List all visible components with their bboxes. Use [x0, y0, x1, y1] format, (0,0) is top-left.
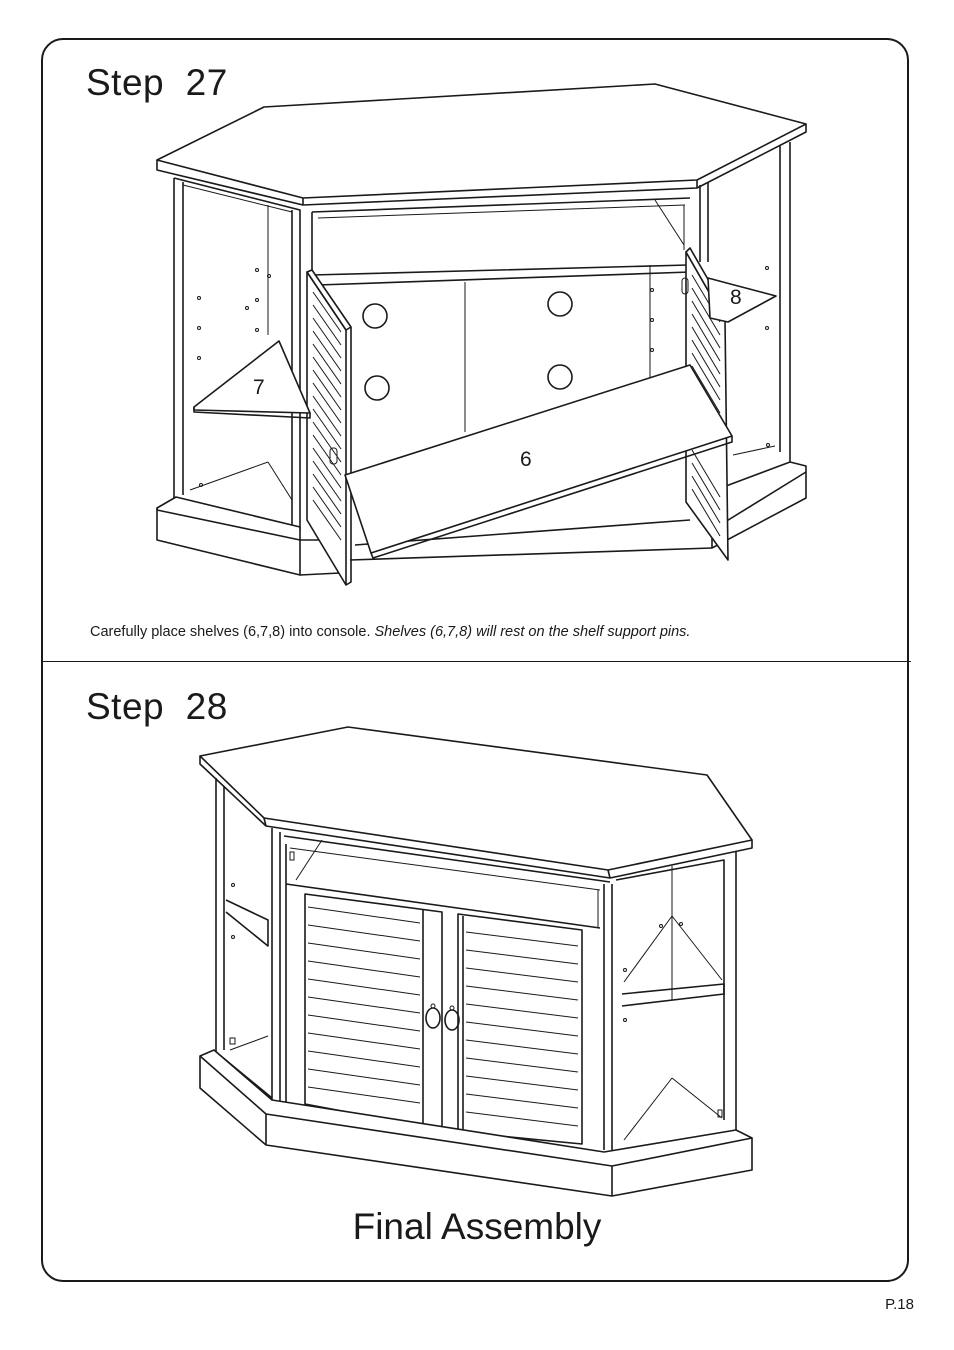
console-top-final [200, 727, 752, 870]
right-handle [445, 1010, 459, 1030]
step-27-title: Step 27 [86, 62, 228, 103]
instruction-normal: Carefully place shelves (6,7,8) into console. [90, 624, 375, 640]
page-number: P.18 [885, 1296, 914, 1313]
label-6: 6 [520, 448, 532, 471]
final-assembly-text: Final Assembly [352, 1206, 602, 1247]
final-assembly-caption [0, 1206, 954, 1248]
label-8: 8 [730, 286, 742, 309]
step-28-title: Step 28 [86, 686, 228, 727]
label-7: 7 [253, 376, 265, 399]
instruction-italic: Shelves (6,7,8) will rest on the shelf support pins. [374, 624, 691, 640]
left-door-closed [305, 894, 442, 1130]
